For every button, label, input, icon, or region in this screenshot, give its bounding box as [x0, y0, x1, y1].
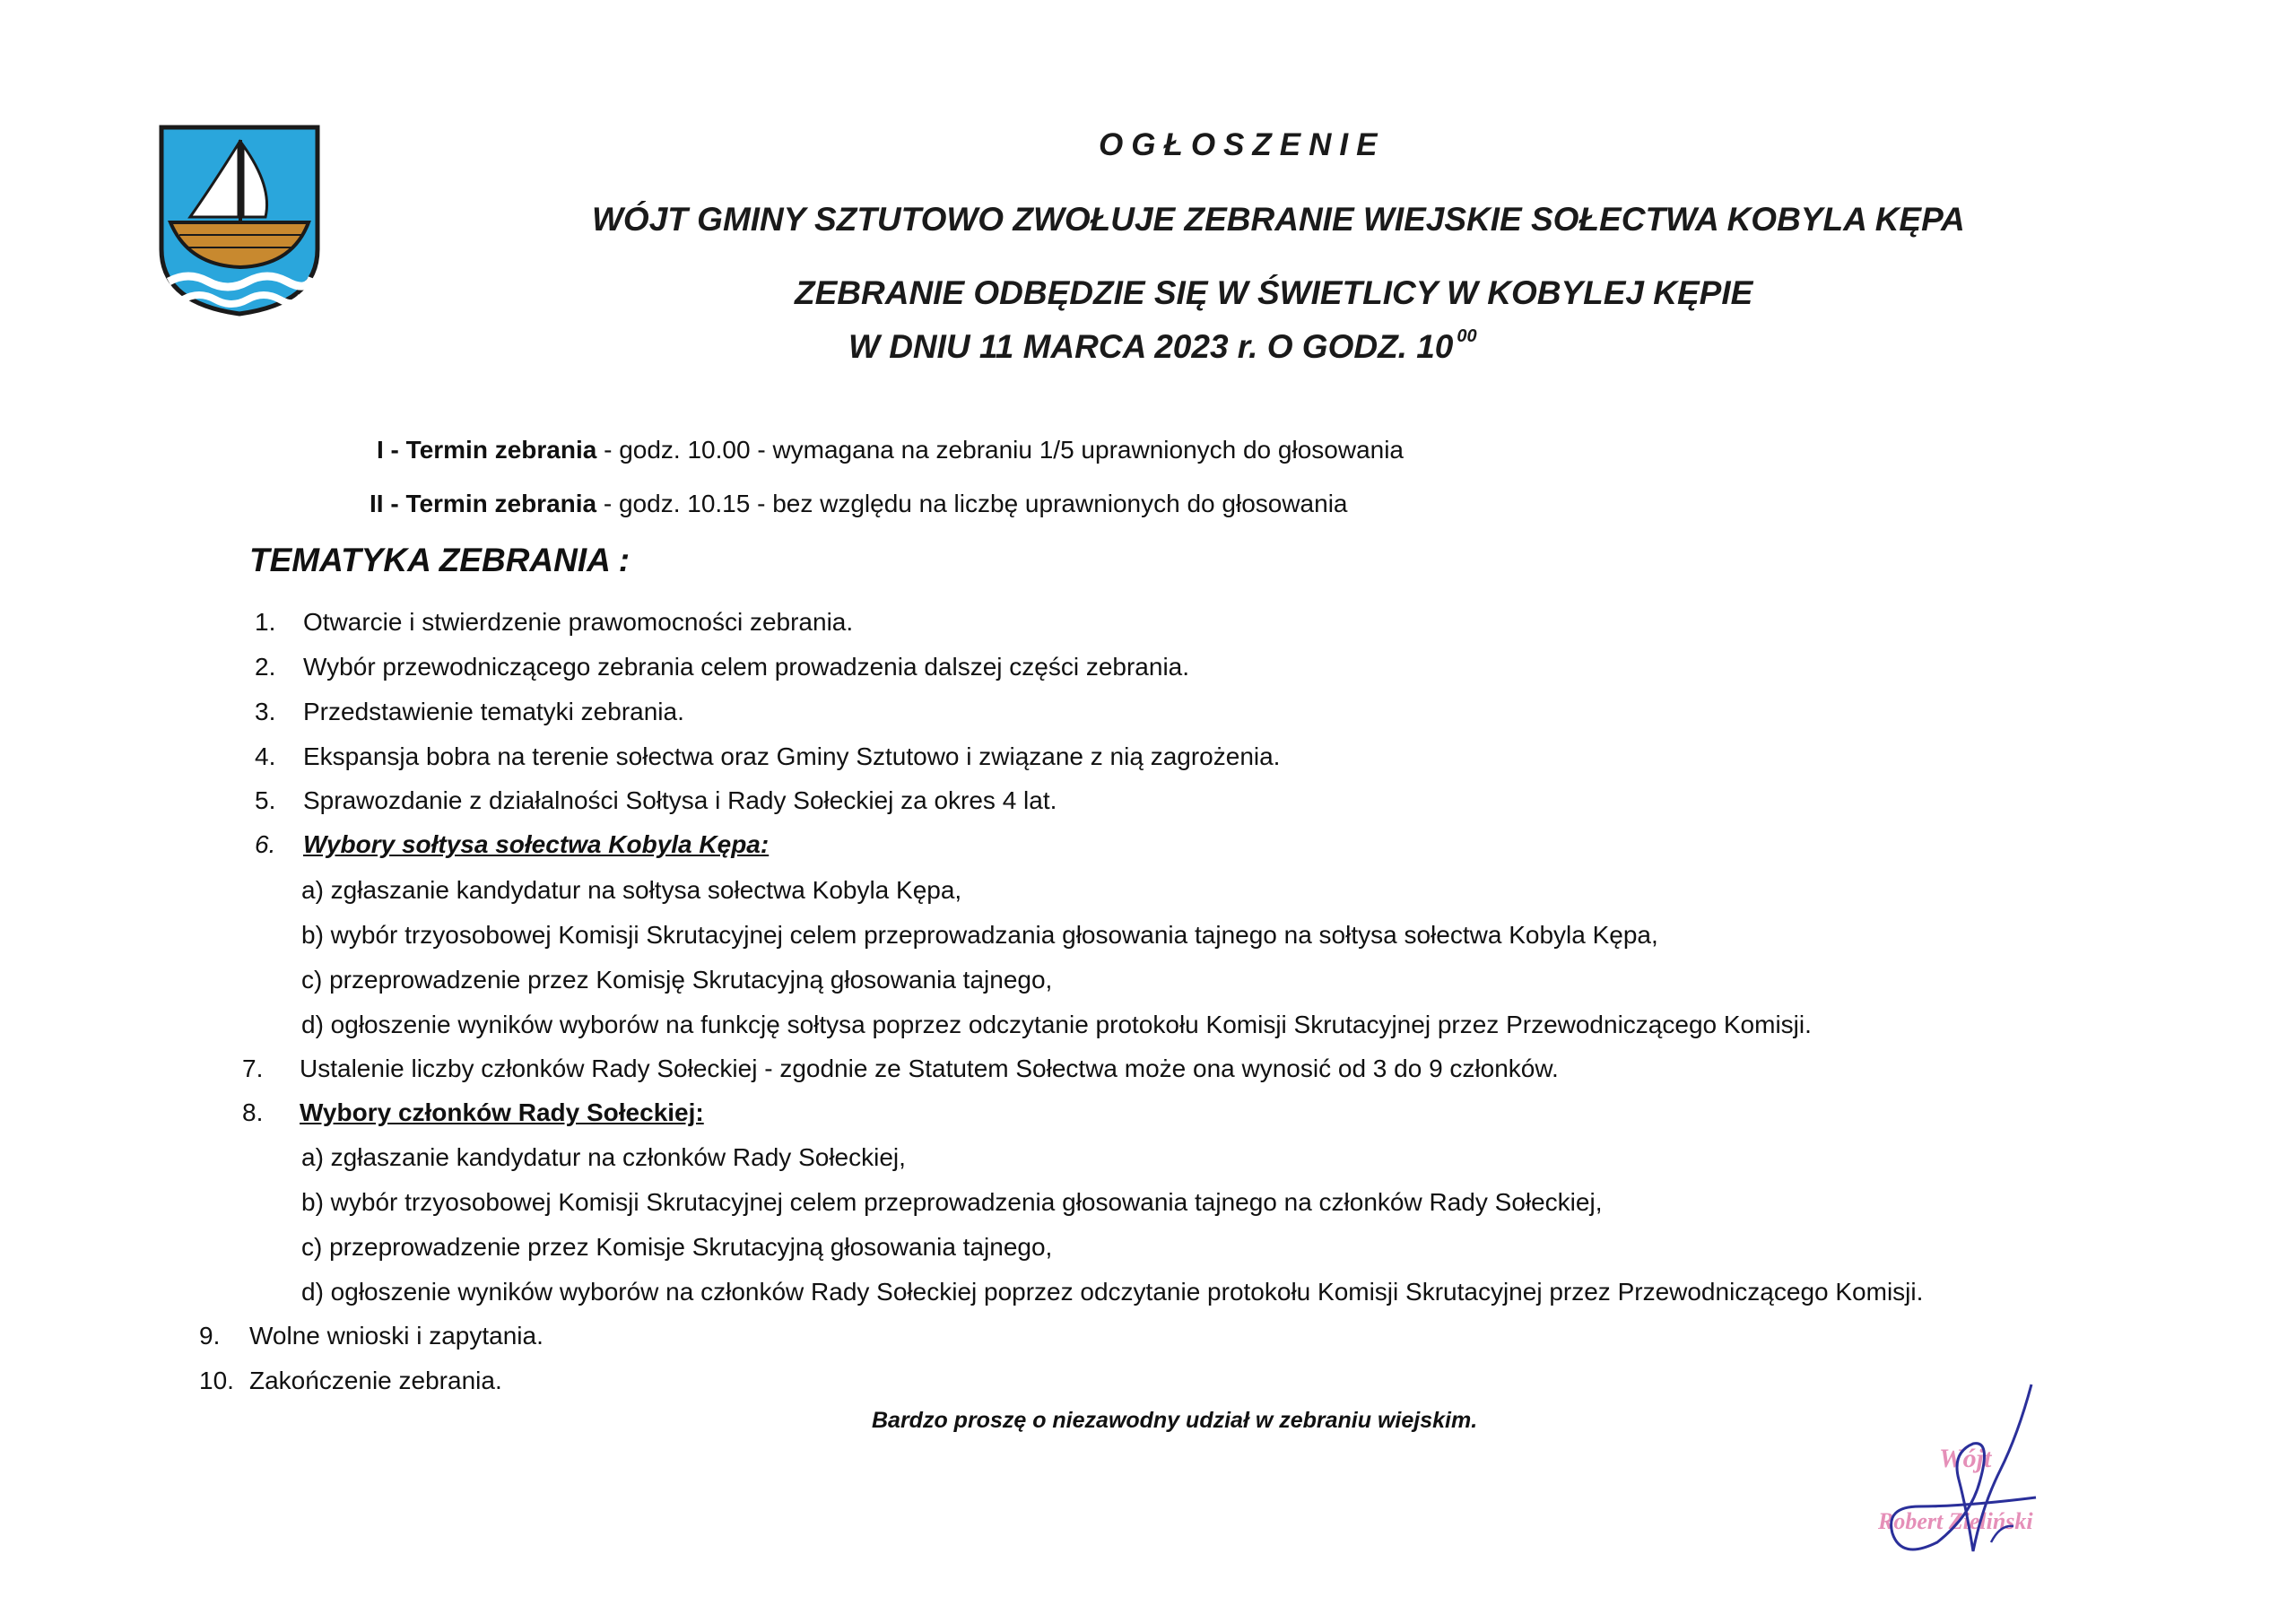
agenda-text: Zakończenie zebrania. [249, 1367, 502, 1394]
agenda-8-sub-c: c) przeprowadzenie przez Komisje Skrutacyjną głosowania tajnego, [301, 1233, 1053, 1261]
agenda-6-sub-b: b) wybór trzyosobowej Komisji Skrutacyjnej celem przeprowadzania głosowania tajnego na sołtysa sołectwa Kobyla Kępa, [301, 921, 1658, 949]
term-first [377, 436, 1404, 464]
term-text: - godz. 10.15 - bez względu na liczbę uprawnionych do głosowania [596, 490, 1348, 517]
agenda-6-sub-a: a) zgłaszanie kandydatur na sołtysa sołectwa Kobyla Kępa, [301, 876, 962, 904]
agenda-item-6 [255, 830, 770, 859]
agenda-text: Sprawozdanie z działalności Sołtysa i Rady Sołeckiej za okres 4 lat. [303, 786, 1057, 814]
agenda-item-4 [255, 742, 1281, 771]
meeting-date-time: W DNIU 11 MARCA 2023 r. O GODZ. 10 [848, 328, 1454, 365]
announcement-title: OGŁOSZENIE [1099, 127, 1386, 162]
agenda-num: 2. [255, 653, 276, 681]
stamp-title: Wójt [1939, 1444, 1992, 1473]
agenda-num: 7. [242, 1055, 264, 1082]
signature-scribble [1866, 1372, 2063, 1569]
term-text: - godz. 10.00 - wymagana na zebraniu 1/5 uprawnionych do głosowania [596, 436, 1405, 464]
coat-of-arms-emblem [158, 124, 321, 317]
agenda-num: 4. [255, 742, 276, 770]
announcement-line-2: ZEBRANIE ODBĘDZIE SIĘ W ŚWIETLICY W KOBYLEJ KĘPIE [795, 274, 1753, 311]
agenda-item-3 [255, 698, 684, 726]
agenda-item-8 [242, 1098, 704, 1127]
agenda-item-1 [255, 608, 854, 637]
agenda-num: 8. [242, 1098, 264, 1126]
agenda-num: 1. [255, 608, 276, 636]
closing-note: Bardzo proszę o niezawodny udział w zebraniu wiejskim. [872, 1408, 1478, 1433]
agenda-num: 6. [255, 830, 276, 858]
agenda-6-sub-c: c) przeprowadzenie przez Komisję Skrutacyjną głosowania tajnego, [301, 966, 1053, 994]
agenda-item-9 [199, 1322, 544, 1350]
agenda-8-sub-a: a) zgłaszanie kandydatur na członków Rady Sołeckiej, [301, 1143, 906, 1171]
agenda-item-7 [242, 1055, 1559, 1083]
announcement-line-1: WÓJT GMINY SZTUTOWO ZWOŁUJE ZEBRANIE WIEJSKIE SOŁECTWA KOBYLA KĘPA [592, 201, 1965, 238]
agenda-text: Otwarcie i stwierdzenie prawomocności zebrania. [303, 608, 854, 636]
agenda-num: 3. [255, 698, 276, 725]
agenda-item-2 [255, 653, 1190, 681]
term-label: II - Termin zebrania [370, 490, 597, 517]
agenda-text: Wybory członków Rady Sołeckiej: [300, 1098, 704, 1126]
stamp-name: Robert Zieliński [1878, 1508, 2033, 1534]
meeting-time-superscript: 00 [1457, 326, 1477, 346]
term-second [370, 490, 1348, 518]
agenda-text: Ustalenie liczby członków Rady Sołeckiej - zgodnie ze Statutem Sołectwa może ona wynosić od 3 do 9 członków. [300, 1055, 1559, 1082]
agenda-8-sub-b: b) wybór trzyosobowej Komisji Skrutacyjnej celem przeprowadzenia głosowania tajnego na członków Rady Sołeckiej, [301, 1188, 1603, 1216]
agenda-text: Wolne wnioski i zapytania. [249, 1322, 544, 1350]
agenda-text: Wybory sołtysa sołectwa Kobyla Kępa: [303, 830, 770, 858]
agenda-num: 9. [199, 1322, 221, 1350]
term-label: I - Termin zebrania [377, 436, 597, 464]
agenda-text: Ekspansja bobra na terenie sołectwa oraz Gminy Sztutowo i związane z nią zagrożenia. [303, 742, 1281, 770]
agenda-8-sub-d: d) ogłoszenie wyników wyborów na członków Rady Sołeckiej poprzez odczytanie protokołu Komisji Skrutacyjnej przez Przewodniczącego Komisji. [301, 1278, 1924, 1306]
agenda-item-10 [199, 1367, 502, 1395]
agenda-text: Wybór przewodniczącego zebrania celem prowadzenia dalszej części zebrania. [303, 653, 1190, 681]
agenda-text: Przedstawienie tematyki zebrania. [303, 698, 684, 725]
agenda-item-5 [255, 786, 1057, 815]
announcement-line-3 [848, 326, 1477, 366]
agenda-num: 10. [199, 1367, 234, 1394]
agenda-num: 5. [255, 786, 276, 814]
agenda-6-sub-d: d) ogłoszenie wyników wyborów na funkcję sołtysa poprzez odczytanie protokołu Komisji Skrutacyjnej przez Przewodniczącego Komisji. [301, 1011, 1812, 1038]
agenda-title: TEMATYKA ZEBRANIA : [249, 542, 631, 578]
